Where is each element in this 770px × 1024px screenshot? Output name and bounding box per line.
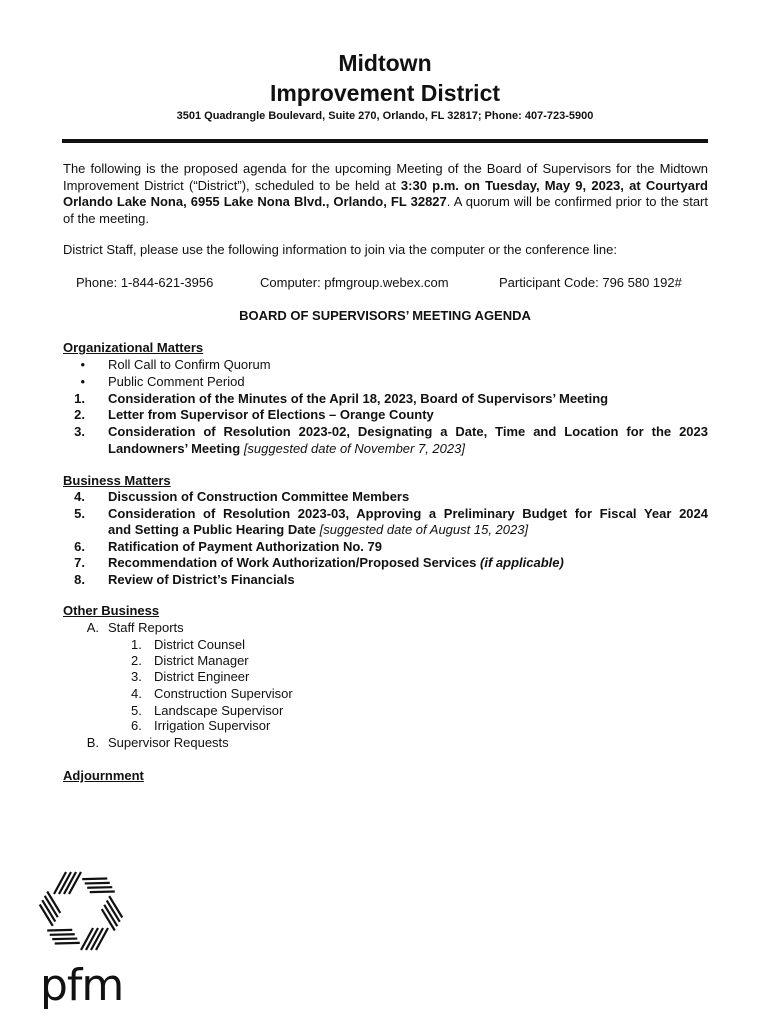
staff-report-label: Landscape Supervisor (154, 703, 284, 718)
list-item-text: Roll Call to Confirm Quorum (108, 357, 271, 372)
item-text: Letter from Supervisor of Elections – Orange County (108, 407, 434, 422)
item-text-cont: and Setting a Public Hearing Date (108, 522, 317, 537)
staff-report-label: Irrigation Supervisor (154, 718, 271, 733)
item-text: Ratification of Payment Authorization No. 79 (108, 539, 382, 554)
item-number: 3. (74, 424, 85, 439)
list-item-text: Public Comment Period (108, 374, 245, 389)
bullet-icon: • (80, 374, 85, 389)
item-text: Review of District’s Financials (108, 572, 295, 587)
pfm-logo-icon (36, 866, 126, 956)
item-number: 8. (74, 572, 85, 587)
item-text: Supervisor Requests (108, 735, 229, 750)
item-note: [suggested date of August 15, 2023] (319, 522, 529, 537)
staff-report-number: 1. (131, 637, 142, 652)
item-text: Consideration of Resolution 2023-03, Approving a Preliminary Budget for Fiscal Year 2024 (108, 506, 708, 521)
bullet-icon: • (80, 357, 85, 372)
item-letter: B. (86, 735, 99, 750)
staff-note: District Staff, please use the following information to join via the computer or the conference line: (63, 242, 617, 257)
section-heading-adjournment: Adjournment (63, 768, 144, 783)
staff-report-number: 4. (131, 686, 142, 701)
agenda-item-3 (63, 424, 708, 458)
page-title-line1: Midtown (338, 50, 432, 76)
staff-report-number: 2. (131, 653, 142, 668)
item-text-cont: Landowners’ Meeting (108, 441, 241, 456)
staff-report-number: 6. (131, 718, 142, 733)
item-number: 4. (74, 489, 85, 504)
item-number: 5. (74, 506, 85, 521)
item-number: 7. (74, 555, 85, 570)
agenda-title: BOARD OF SUPERVISORS’ MEETING AGENDA (239, 308, 531, 323)
intro-text-2: . A quorum will be confirmed prior to the start of the meeting. (63, 194, 708, 226)
intro-text-1: The following is the proposed agenda for the upcoming Meeting of the Board of Supervisors for the Midtown Improvement District (“District”), scheduled to be held at (63, 161, 708, 193)
staff-report-label: District Counsel (154, 637, 246, 652)
staff-report-number: 3. (131, 669, 142, 684)
staff-report-label: District Engineer (154, 669, 250, 684)
item-text: Discussion of Construction Committee Members (108, 489, 410, 504)
page-title-line2: Improvement District (269, 80, 501, 106)
staff-report-label: Construction Supervisor (154, 686, 293, 701)
item-text: Staff Reports (108, 620, 184, 635)
section-heading-organizational: Organizational Matters (63, 340, 204, 355)
item-number: 1. (74, 391, 85, 406)
section-heading-other: Other Business (63, 603, 160, 618)
call-phone: Phone: 1-844-621-3956 (76, 275, 214, 290)
pfm-logo-text: pfm (40, 960, 124, 1011)
item-note: (if applicable) (480, 555, 564, 570)
item-text-wrap (108, 555, 564, 572)
item-number: 2. (74, 407, 85, 422)
item-text: Consideration of Resolution 2023-02, Designating a Date, Time and Location for the 2023 (108, 424, 708, 439)
item-text: Consideration of the Minutes of the April 18, 2023, Board of Supervisors’ Meeting (108, 391, 609, 406)
item-note: [suggested date of November 7, 2023] (243, 441, 465, 456)
call-computer: Computer: pfmgroup.webex.com (260, 275, 449, 290)
agenda-item-5 (63, 506, 708, 540)
intro-paragraph (63, 161, 708, 227)
item-letter: A. (86, 620, 99, 635)
item-text: Recommendation of Work Authorization/Proposed Services (108, 555, 477, 570)
item-text-line2 (108, 441, 465, 458)
staff-report-label: District Manager (154, 653, 249, 668)
district-address: 3501 Quadrangle Boulevard, Suite 270, Orlando, FL 32817; Phone: 407-723-5900 (176, 110, 594, 122)
call-participant-code: Participant Code: 796 580 192# (499, 275, 682, 290)
item-text-line2 (108, 522, 528, 539)
header-divider (62, 139, 708, 143)
staff-report-number: 5. (131, 703, 142, 718)
intro-meeting-details: 3:30 p.m. on Tuesday, May 9, 2023, at Courtyard Orlando Lake Nona, 6955 Lake Nona Blvd., Orlando, FL 32827 (63, 177, 708, 209)
item-number: 6. (74, 539, 85, 554)
section-heading-business: Business Matters (63, 473, 171, 488)
